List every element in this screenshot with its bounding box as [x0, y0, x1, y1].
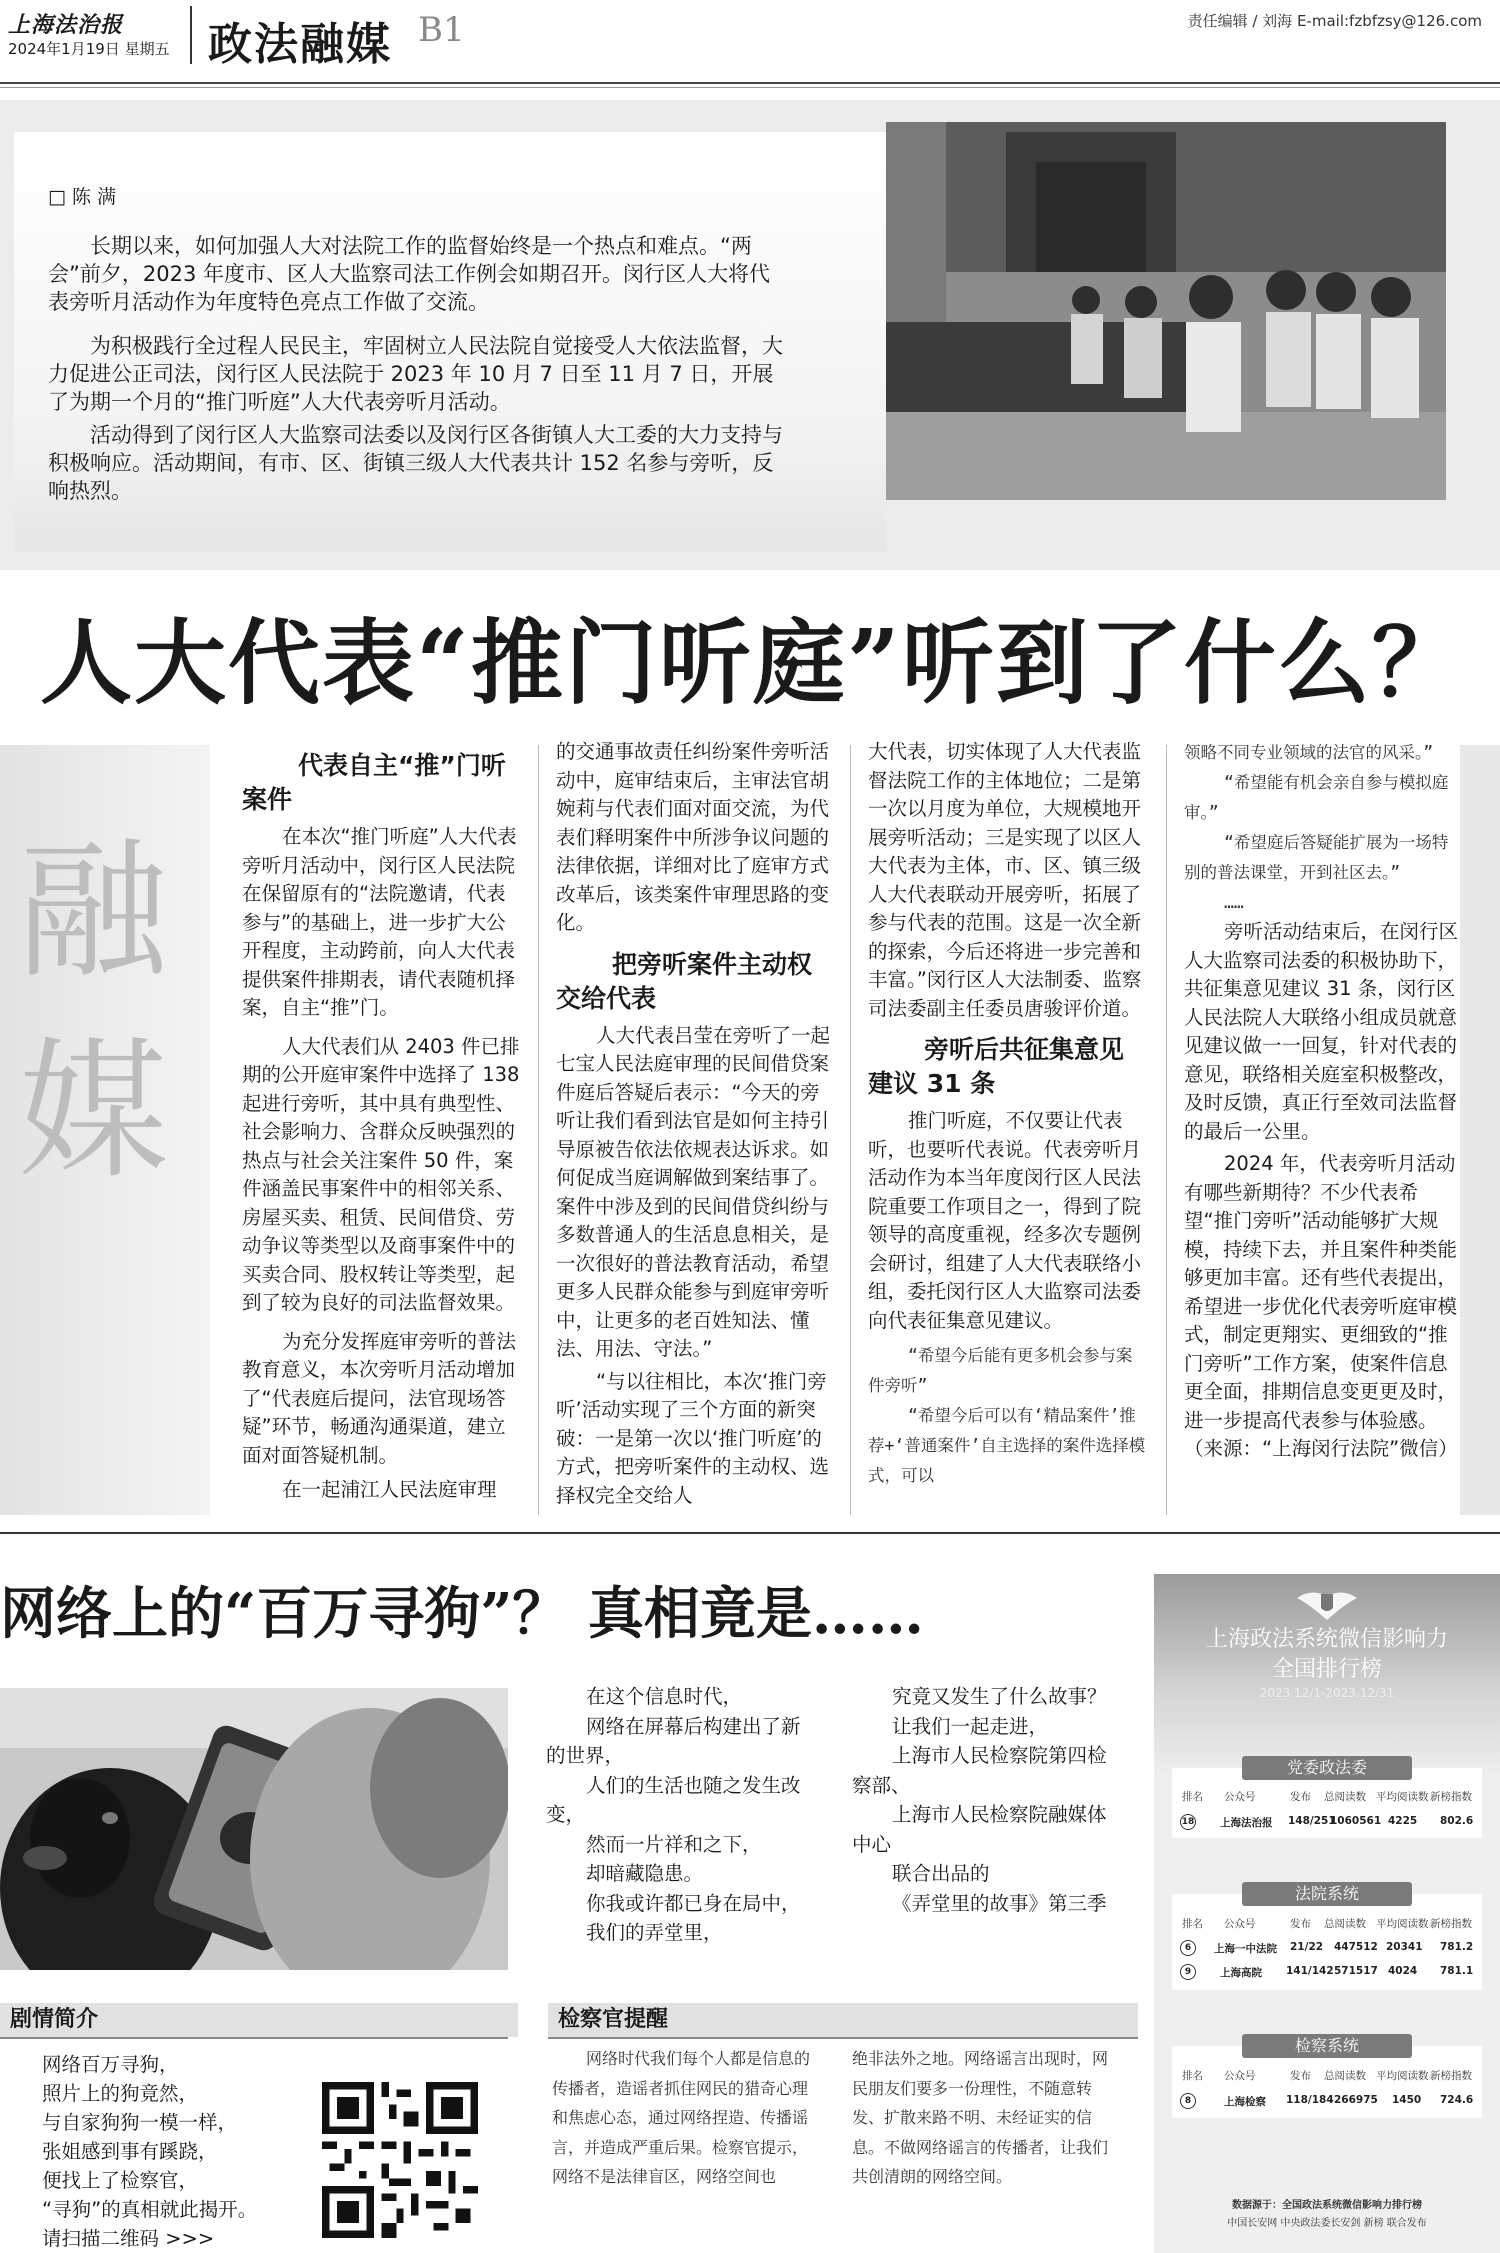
article-paragraph-cont: 的交通事故责任纠纷案件旁听活动中，庭审结束后，主审法官胡婉莉与代表们面对面交流，为代表们释明案件中所涉争议问题的法律依据，详细对比了庭审方式改革后，该类案件审理思路的变化。	[556, 740, 830, 934]
newspaper-logo: 上海法治报	[8, 12, 124, 38]
rank-index: 781.1	[1440, 1965, 1474, 1977]
rank-account: 上海一中法院	[1214, 1943, 1277, 1955]
ranking-title-2: 全国排行榜	[1271, 1657, 1382, 1682]
rank-posts: 118/184	[1286, 2094, 1334, 2106]
article-paragraph-cont: 大代表，切实体现了人大代表监督法院工作的主体地位；二是第一次以月度为单位，大规模地开展旁听活动；三是实现了以区人大代表为主体，市、区、镇三级人大代表联动开展旁听，拓展了参与代表的范围。这是一次全新的探索，今后还将进一步完善和丰富。”闵行区人大法制委、监察司法委副主任委员唐骏评价道。	[868, 740, 1142, 1020]
poem-line: 在这个信息时代，	[586, 1685, 743, 1708]
article-column-2	[556, 738, 834, 1510]
section-rule	[0, 1532, 1500, 1534]
plot-box-rule	[0, 2037, 508, 2039]
rank-total: 1060561	[1330, 1815, 1382, 1827]
quote-2-start: “希望今后可以有‘精品案件’推荐+‘普通案件’自主选择的案件选择模式，可以	[868, 1406, 1146, 1485]
col-header-total-reads: 总阅读数	[1324, 1918, 1366, 1930]
header-divider	[190, 6, 192, 64]
story2-poem-right	[852, 1682, 1142, 1918]
poem-line: 《弄堂里的故事》第三季	[892, 1891, 1107, 1915]
lead-paragraph-2: 为积极践行全过程人民民主，牢固树立人民法院自觉接受人大依法监督，大力促进公正司法，闵行区人民法院于 2023 年 10 月 7 日至 11 月 7 日，开展了为期一个月的“推门听庭”人大代表旁听月活动。	[48, 334, 783, 414]
plot-line: “寻狗”的真相就此揭开。	[42, 2198, 258, 2221]
article-column-1	[242, 745, 520, 1505]
rank-index: 724.6	[1440, 2094, 1474, 2106]
poem-line: 人们的生活也随之发生改	[586, 1773, 801, 1797]
col-header-total-reads: 总阅读数	[1324, 1791, 1366, 1803]
rank-avg: 1450	[1392, 2094, 1422, 2106]
column-rule	[538, 745, 539, 1515]
plot-line: 便找上了检察官，	[42, 2169, 199, 2192]
poem-line: 变，	[546, 1803, 586, 1826]
col-header-avg-reads: 平均阅读数	[1376, 1918, 1429, 1930]
rank-badge: 18	[1180, 1814, 1196, 1830]
rank-total: 571517	[1334, 1965, 1378, 1977]
poem-line: 网络在屏幕后构建出了新	[586, 1714, 801, 1738]
quote-ellipsis: ……	[1224, 893, 1244, 912]
col-header-total-reads: 总阅读数	[1324, 2070, 1366, 2082]
header-rule-thin	[0, 87, 1500, 88]
qr-code-pattern	[322, 2082, 478, 2238]
issue-date: 2024年1月19日 星期五	[8, 40, 170, 58]
ranking-group-title: 法院系统	[1242, 1882, 1412, 1906]
article-paragraph: 为充分发挥庭审旁听的普法教育意义，本次旁听月活动增加了“代表庭后提问，法官现场答疑”环节，畅通沟通渠道，建立面对面答疑机制。	[242, 1329, 517, 1467]
rank-total: 266975	[1334, 2094, 1378, 2106]
poem-line: 然而一片祥和之下，	[586, 1832, 762, 1856]
story2-headline: 网络上的“百万寻狗”？ 真相竟是……	[0, 1581, 924, 1647]
poem-line: 却暗藏隐患。	[586, 1862, 704, 1885]
rank-account: 上海法治报	[1220, 1817, 1273, 1829]
col-header-avg-reads: 平均阅读数	[1376, 1791, 1429, 1803]
dog-photo	[0, 1688, 508, 1970]
subhead-2: 把旁听案件主动权交给代表	[556, 949, 813, 1013]
side-art-char-2: 媒	[18, 1025, 169, 1199]
ranking-footer-source: 数据源于：全国政法系统微信影响力排行榜	[1232, 2200, 1422, 2211]
plot-line: 照片上的狗竟然，	[42, 2082, 199, 2105]
rank-badge: 6	[1180, 1940, 1196, 1956]
tip-text-right: 绝非法外之地。网络谣言出现时，网民朋友们要多一份理性，不随意转发、扩散来路不明、未经证实的信息。不做网络谣言的传播者，让我们共创清朗的网络空间。	[852, 2049, 1109, 2186]
right-margin-panel	[1460, 745, 1500, 1515]
col-header-posts: 发布	[1290, 2070, 1311, 2082]
ranking-footer-publishers: 中国长安网 中央政法委长安剑 新榜 联合发布	[1227, 2218, 1427, 2229]
rank-index: 802.6	[1440, 1815, 1474, 1827]
lead-paragraph-3: 活动得到了闵行区人大监察司法委以及闵行区各街镇人大工委的大力支持与积极响应。活动期间，有市、区、街镇三级人大代表共计 152 名参与旁听，反响热烈。	[48, 423, 783, 503]
poem-line: 让我们一起走进，	[892, 1714, 1049, 1738]
plot-line: 张姐感到事有蹊跷，	[42, 2140, 218, 2163]
col-header-posts: 发布	[1290, 1791, 1311, 1803]
article-paragraph: 2024 年，代表旁听月活动有哪些新期待？不少代表希望“推门旁听”活动能够扩大规模，持续下去，并且案件种类能够更加丰富。还有些代表提出，希望进一步优化代表旁听庭审模式，制定更翔实、更细致的“推门旁听”工作方案，使案件信息更全面，排期信息变更更及时，进一步提高代表参与体验感。（来源：“上海闵行法院”微信）	[1184, 1152, 1458, 1460]
poem-line: 你我或许都已身在局中，	[586, 1891, 801, 1915]
col-header-rank: 排名	[1182, 1791, 1203, 1803]
col-header-account: 公众号	[1224, 1918, 1256, 1930]
ranking-panel	[1154, 1574, 1500, 2253]
lead-paragraph-1: 长期以来，如何加强人大对法院工作的监督始终是一个热点和难点。“两会”前夕，2023 年度市、区人大监察司法工作例会如期召开。闵行区人大将代表旁听月活动作为年度特色亮点工作做了交流。	[48, 234, 770, 314]
article-paragraph: 人大代表吕莹在旁听了一起七宝人民法庭审理的民间借贷案件庭后答疑后表示：“今天的旁听让我们看到法官是如何主持引导原被告依法依规表达诉求。如何促成当庭调解做到案结事了。案件中涉及到的民间借贷纠纷与多数普通人的生活息息相关，是一次很好的普法教育活动，希望更多人民群众能参与到庭审旁听中，让更多的老百姓知法、懂法、用法、守法。”	[556, 1023, 831, 1360]
section-title: 政法融媒	[208, 19, 392, 70]
plot-line: 与自家狗狗一模一样，	[42, 2111, 238, 2134]
rank-account: 上海检察	[1224, 2096, 1266, 2108]
rank-posts: 148/251	[1288, 1815, 1336, 1827]
col-header-avg-reads: 平均阅读数	[1376, 2070, 1429, 2082]
quote-4: “希望庭后答疑能扩展为一场特别的普法课堂，开到社区去。”	[1184, 833, 1449, 882]
col-header-rank: 排名	[1182, 2070, 1203, 2082]
courtroom-photo-illustration	[886, 122, 1446, 500]
rank-badge: 9	[1180, 1964, 1196, 1980]
quote-3: “希望能有机会亲自参与模拟庭审。”	[1184, 773, 1449, 822]
ranking-group-title: 党委政法委	[1242, 1756, 1412, 1780]
ranking-title-1: 上海政法系统微信影响力	[1205, 1627, 1448, 1652]
poem-line: 上海市人民检察院融媒体	[892, 1803, 1107, 1826]
col-header-posts: 发布	[1290, 1918, 1311, 1930]
rank-avg: 20341	[1386, 1941, 1423, 1953]
main-headline: 人大代表“推门听庭”听到了什么？	[40, 609, 1466, 717]
rank-account: 上海高院	[1220, 1967, 1262, 1979]
poem-line: 究竟又发生了什么故事？	[892, 1685, 1107, 1708]
article-column-4	[1184, 738, 1458, 1464]
qr-code[interactable]	[322, 2082, 478, 2238]
poem-line: 中心	[852, 1832, 892, 1856]
page-number: B1	[418, 10, 465, 50]
rank-posts: 21/22	[1290, 1941, 1324, 1953]
article-paragraph: 推门听庭，不仅要让代表听，也要听代表说。代表旁听月活动作为本当年度闵行区人民法院重要工作项目之一，得到了院领导的高度重视，经多次专题例会研讨，组建了人大代表联络小组，委托闵行区人大监察司法委向代表征集意见建议。	[868, 1109, 1142, 1332]
col-header-rank: 排名	[1182, 1918, 1203, 1930]
ranking-period: 2023.12/1-2023.12/31	[1259, 1686, 1395, 1700]
col-header-index: 新榜指数	[1430, 1918, 1472, 1930]
shield-emblem-icon	[1293, 1586, 1361, 1626]
poem-line: 联合出品的	[892, 1862, 990, 1885]
plot-summary	[42, 2050, 257, 2253]
dog-photo-illustration	[0, 1688, 508, 1970]
rank-posts: 141/142	[1286, 1965, 1334, 1977]
article-paragraph-start: 在一起浦江人民法庭审理	[282, 1478, 497, 1501]
col-header-index: 新榜指数	[1430, 2070, 1472, 2082]
editor-info: 责任编辑 / 刘海 E-mail:fzbfzsy@126.com	[1187, 12, 1482, 30]
poem-line: 的世界，	[546, 1744, 625, 1767]
plot-line: 网络百万寻狗，	[42, 2053, 179, 2076]
article-paragraph: 旁听活动结束后，在闵行区人大监察司法委的积极协助下，共征集意见建议 31 条，闵行区人民法院人大联络小组成员就意见建议做一一回复，针对代表的意见，联络相关庭室积极整改，及时反馈，真正行至效司法监督的最后一公里。	[1184, 920, 1459, 1143]
article-paragraph: 人大代表们从 2403 件已排期的公开庭审案件中选择了 138 起进行旁听，其中具有典型性、社会影响力、含群众反映强烈的热点与社会关注案件 50 件，案件涵盖民事案件中的相邻关系、房屋买卖、租赁、民间借贷、劳动争议等类型以及商事案件中的买卖合同、股权转让等类型，起到了较为良好的司法监督效果。	[242, 1034, 520, 1314]
column-rule	[850, 745, 851, 1515]
quote-1: “希望今后能有更多机会参与案件旁听”	[868, 1346, 1133, 1395]
byline: □ 陈 满	[48, 186, 117, 208]
rank-avg: 4225	[1388, 1815, 1418, 1827]
poem-line: 察部、	[852, 1773, 911, 1797]
article-paragraph: “与以往相比，本次‘推门旁听’活动实现了三个方面的新突破：一是第一次以‘推门听庭’的方式，把旁听案件的主动权、选择权完全交给人	[556, 1369, 830, 1507]
col-header-account: 公众号	[1224, 2070, 1256, 2082]
rank-index: 781.2	[1440, 1941, 1474, 1953]
tip-box-rule	[548, 2037, 1138, 2039]
article-paragraph: 在本次“推门听庭”人大代表旁听月活动中，闵行区人民法院在保留原有的“法院邀请，代表参与”的基础上，进一步扩大公开程度，主动跨前，向人大代表提供案件排期表，请代表随机择案，自主“推”门。	[242, 825, 517, 1019]
tip-text-left: 网络时代我们每个人都是信息的传播者，造谣者抓住网民的猎奇心理和焦虑心态，通过网络捏造、传播谣言，并造成严重后果。检察官提示，网络不是法律盲区，网络空间也	[552, 2049, 811, 2186]
subhead-1: 代表自主“推”门听案件	[242, 751, 506, 814]
scan-qr-prompt: 请扫描二维码 >>>	[42, 2227, 215, 2250]
rank-total: 447512	[1334, 1941, 1378, 1953]
tip-box-title: 检察官提醒	[548, 2003, 1138, 2037]
subhead-3: 旁听后共征集意见建议 31 条	[868, 1035, 1125, 1098]
col-header-index: 新榜指数	[1430, 1791, 1472, 1803]
courtroom-photo	[886, 122, 1446, 500]
poem-line: 上海市人民检察院第四检	[892, 1744, 1107, 1767]
plot-box-title: 剧情简介	[0, 2003, 518, 2037]
ranking-group-title: 检察系统	[1242, 2034, 1412, 2058]
col-header-account: 公众号	[1224, 1791, 1256, 1803]
rank-badge: 8	[1180, 2093, 1196, 2109]
poem-line: 我们的弄堂里，	[586, 1921, 723, 1944]
story2-poem-left	[546, 1682, 846, 1948]
header-rule	[0, 82, 1500, 84]
article-column-3	[868, 738, 1146, 1491]
quote-2-end: 领略不同专业领域的法官的风采。”	[1184, 743, 1434, 762]
rank-avg: 4024	[1388, 1965, 1418, 1977]
column-rule	[1166, 745, 1167, 1515]
side-art-char-1: 融	[18, 825, 169, 999]
